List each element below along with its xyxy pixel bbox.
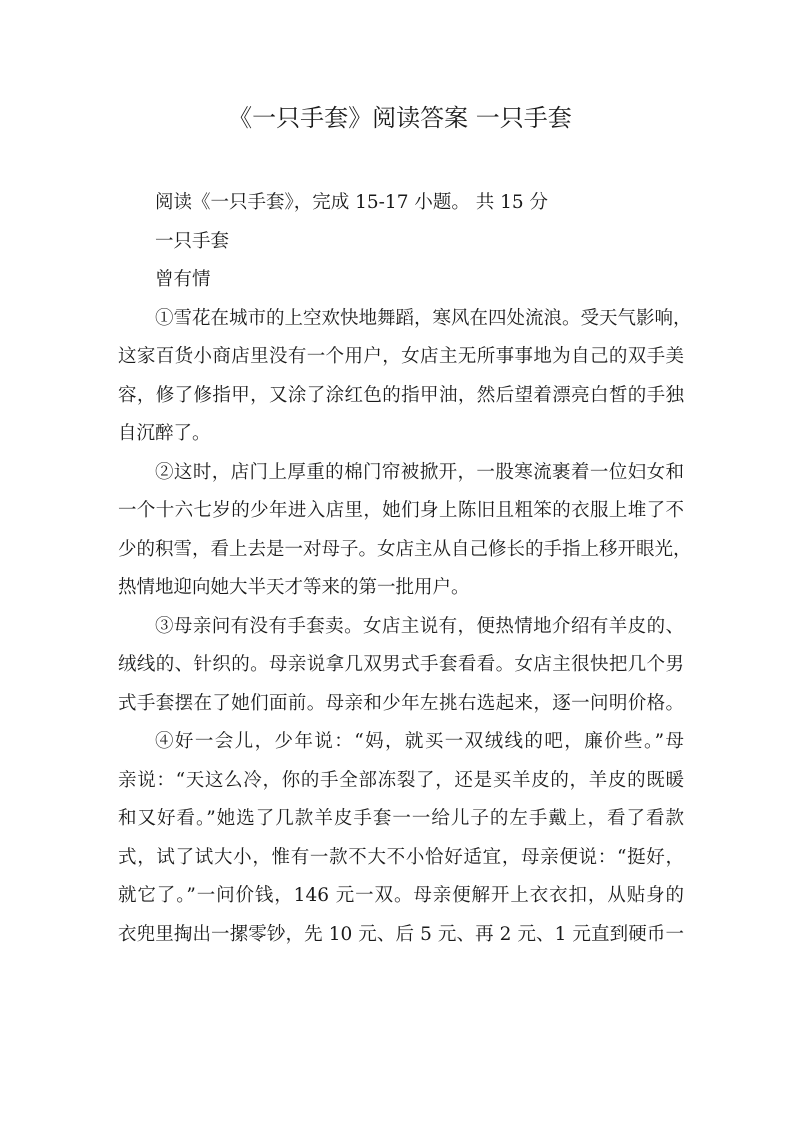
paragraph-line: 这家百货小商店里没有一个用户，女店主无所事事地为自己的双手美 [118,346,684,367]
document-body [118,184,692,954]
paragraph-line: 容，修了修指甲，又涂了涂红色的指甲油，然后望着漂亮白皙的手独 [118,384,684,406]
paragraph-3 [118,608,684,724]
paragraph-line: 式，试了试大小，惟有一款不大不小恰好适宜，母亲便说：“挺好， [118,846,684,868]
document-title: 《一只手套》阅读答案 一只手套 [228,104,572,132]
paragraph-line: ③母亲问有没有手套卖。女店主说有，便热情地介绍有羊皮的、 [155,615,684,637]
paragraph-line: 亲说：“天这么冷，你的手全部冻裂了，还是买羊皮的，羊皮的既暖 [118,769,684,791]
story-title: 一只手套 [155,230,230,252]
paragraph-line: 式手套摆在了她们面前。母亲和少年左挑右选起来，逐一问明价格。 [118,692,684,714]
intro-line: 阅读《一只手套》，完成 15-17 小题。 共 15 分 [155,192,549,213]
paragraph-2 [118,454,692,608]
paragraph-line: 热情地迎向她大半天才等来的第一批用户。 [118,577,470,598]
paragraph-line: ④好一会儿，少年说：“妈，就买一双绒线的吧，廉价些。”母 [155,731,684,752]
paragraph-line: ②这时，店门上厚重的棉门帘被掀开，一股寒流裹着一位妇女和 [155,461,684,483]
paragraph-line: 和又好看。”她选了几款羊皮手套一一给儿子的左手戴上，看了看款 [118,808,684,829]
paragraph-line: ①雪花在城市的上空欢快地舞蹈，寒风在四处流浪。受天气影响， [155,307,692,329]
paragraph-4 [118,723,684,954]
paragraph-line: 衣兜里掏出一摞零钞，先 10 元、后 5 元、再 2 元、1 元直到硬币一 [118,923,684,945]
paragraph-line: 绒线的、针织的。母亲说拿几双男式手套看看。女店主很快把几个男 [118,654,684,675]
paragraph-1 [118,300,692,454]
paragraph-line: 少的积雪，看上去是一对母子。女店主从自己修长的手指上移开眼光， [118,538,692,560]
paragraph-line: 自沉醉了。 [118,423,211,444]
paragraph-line: 一个十六七岁的少年进入店里，她们身上陈旧且粗笨的衣服上堆了不 [118,500,684,521]
author-name: 曾有情 [155,269,211,290]
paragraph-line: 就它了。”一问价钱，146 元一双。母亲便解开上衣衣扣，从贴身的 [118,885,684,906]
